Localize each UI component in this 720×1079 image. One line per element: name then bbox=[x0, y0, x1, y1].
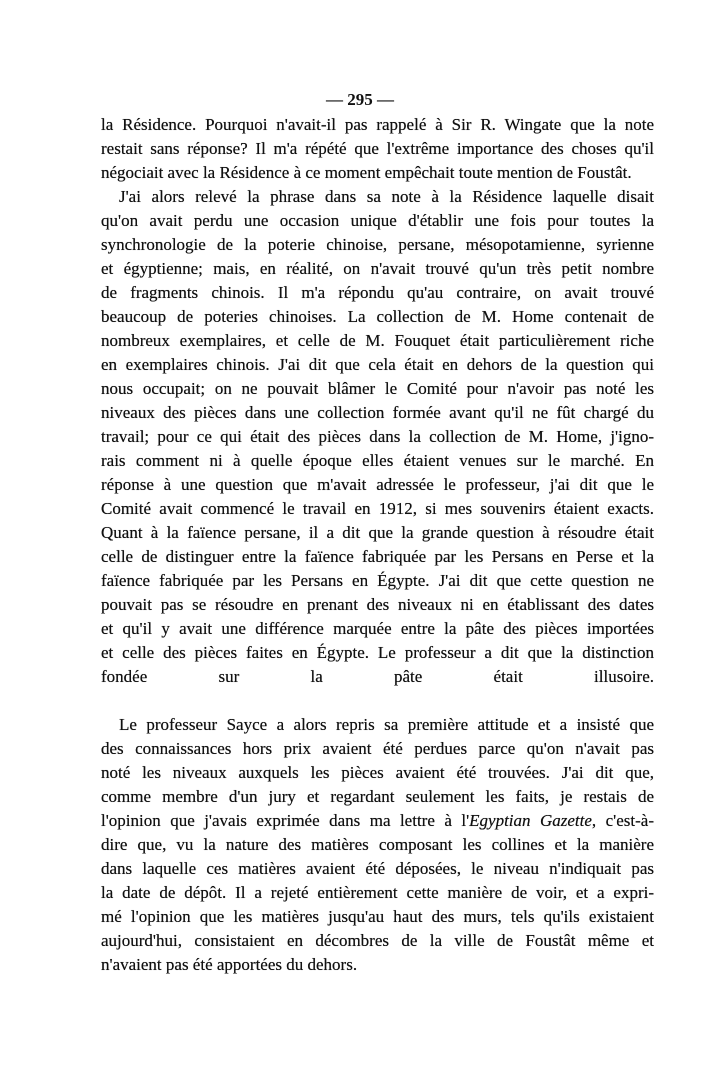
paragraph-1 bbox=[101, 113, 654, 185]
text-line: travail; pour ce qui était des pièces dans la collection de M. Home, j'igno- bbox=[101, 427, 654, 446]
text-line: négociait avec la Résidence à ce moment empêchait toute mention de Foustât. bbox=[101, 163, 632, 182]
text-line: de fragments chinois. Il m'a répondu qu'au contraire, on avait trouvé bbox=[101, 283, 654, 302]
text-line: aujourd'hui, consistaient en décombres de la ville de Foustât même et bbox=[101, 931, 654, 950]
text-line: synchronologie de la poterie chinoise, persane, mésopotamienne, syrienne bbox=[101, 235, 654, 254]
text-line: noté les niveaux auxquels les pièces avaient été trouvées. J'ai dit que, bbox=[101, 763, 654, 782]
text-line: la Résidence. Pourquoi n'avait-il pas rappelé à Sir R. Wingate que la note bbox=[101, 115, 654, 134]
text-line: mé l'opinion que les matières jusqu'au haut des murs, tels qu'ils existaient bbox=[101, 907, 654, 926]
text-line: Le professeur Sayce a alors repris sa première attitude et a insisté que bbox=[119, 715, 654, 734]
italic-title: Egyptian Gazette bbox=[469, 811, 592, 830]
text-line: pouvait pas se résoudre en prenant des niveaux ni en établissant des dates bbox=[101, 595, 654, 614]
text-line: nombreux exemplaires, et celle de M. Fouquet était particulièrement riche bbox=[101, 331, 654, 350]
text-line: J'ai alors relevé la phrase dans sa note à la Résidence laquelle disait bbox=[119, 187, 654, 206]
text-line: restait sans réponse? Il m'a répété que l'extrême importance des choses qu'il bbox=[101, 139, 654, 158]
text-segment: l'opinion que j'avais exprimée dans ma lettre à l' bbox=[101, 811, 470, 830]
text-line: rais comment ni à quelle époque elles étaient venues sur le marché. En bbox=[101, 451, 654, 470]
text-line: niveaux des pièces dans une collection formée avant qu'il ne fût chargé du bbox=[101, 403, 654, 422]
text-line: celle de distinguer entre la faïence fabriquée par les Persans en Perse et la bbox=[101, 547, 654, 566]
text-line: comme membre d'un jury et regardant seulement les faits, je restais de bbox=[101, 787, 654, 806]
text-line: fondée sur la pâte était illusoire. bbox=[101, 667, 654, 686]
text-line: réponse à une question que m'avait adressée le professeur, j'ai dit que le bbox=[101, 475, 654, 494]
body-text bbox=[101, 113, 654, 977]
text-line: dire que, vu la nature des matières composant les collines et la manière bbox=[101, 835, 654, 854]
text-line: et celle des pièces faites en Égypte. Le professeur a dit que la distinction bbox=[101, 643, 654, 662]
text-line: Quant à la faïence persane, il a dit que la grande question à résoudre était bbox=[101, 523, 654, 542]
text-line: nous occupait; on ne pouvait blâmer le Comité pour n'avoir pas noté les bbox=[101, 379, 654, 398]
text-line: qu'on avait perdu une occasion unique d'établir une fois pour toutes la bbox=[101, 211, 654, 230]
text-line: beaucoup de poteries chinoises. La collection de M. Home contenait de bbox=[101, 307, 654, 326]
text-segment: , c'est-à- bbox=[591, 811, 654, 830]
text-line: en exemplaires chinois. J'ai dit que cela était en dehors de la question qui bbox=[101, 355, 654, 374]
text-line: et qu'il y avait une différence marquée entre la pâte des pièces importées bbox=[101, 619, 654, 638]
text-line bbox=[101, 689, 654, 713]
text-line: faïence fabriquée par les Persans en Égypte. J'ai dit que cette question ne bbox=[101, 571, 654, 590]
text-line: la date de dépôt. Il a rejeté entièrement cette manière de voir, et a expri- bbox=[101, 883, 654, 902]
text-line: dans laquelle ces matières avaient été déposées, le niveau n'indiquait pas bbox=[101, 859, 654, 878]
page-number: — 295 — bbox=[326, 90, 394, 109]
text-line: et égyptienne; mais, en réalité, on n'avait trouvé qu'un très petit nombre bbox=[101, 259, 654, 278]
text-line: des connaissances hors prix avaient été perdues parce qu'on n'avait pas bbox=[101, 739, 654, 758]
paragraph-3 bbox=[101, 713, 654, 977]
paragraph-2 bbox=[101, 185, 654, 713]
text-line-with-italic bbox=[101, 809, 654, 833]
text-line: n'avaient pas été apportées du dehors. bbox=[101, 955, 358, 974]
text-line: Comité avait commencé le travail en 1912, si mes souvenirs étaient exacts. bbox=[101, 499, 654, 518]
